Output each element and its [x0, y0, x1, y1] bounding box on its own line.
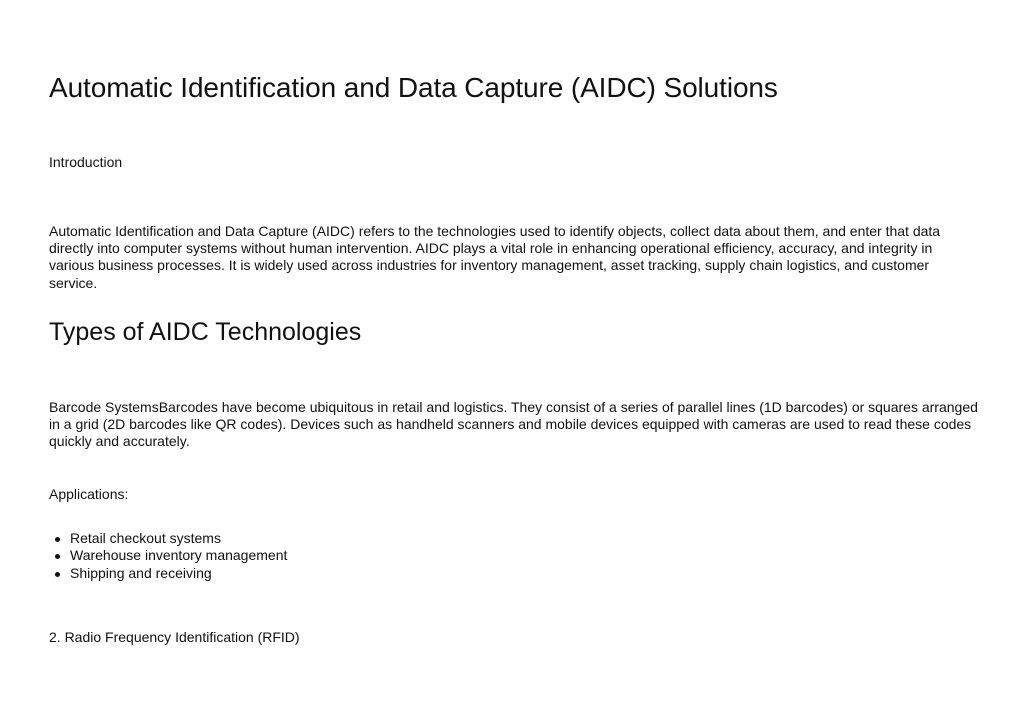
bullet-icon	[55, 537, 60, 542]
list-item	[49, 565, 287, 582]
list-item-text: Warehouse inventory management	[70, 547, 288, 564]
introduction-paragraph: Automatic Identification and Data Capture (AIDC) refers to the technologies used to identify objects, collect data about them, and enter that data directly into computer systems without human intervention. AIDC plays a vital role in enhancing operational efficiency, accuracy, and integrity in various business processes. It is widely used across industries for inventory management, asset tracking, supply chain logistics, and customer service.	[49, 223, 941, 291]
list-item-text: Shipping and receiving	[70, 564, 212, 581]
barcode-paragraph: Barcode SystemsBarcodes have become ubiquitous in retail and logistics. They consist of a series of parallel lines (1D barcodes) or squares arranged in a grid (2D barcodes like QR codes). Devices such as handheld scanners and mobile devices equipped with cameras are used to read these codes quickly and accurately.	[49, 399, 978, 450]
bullet-icon	[55, 572, 60, 577]
applications-label: Applications:	[49, 486, 129, 502]
list-item	[49, 530, 287, 547]
introduction-heading: Introduction	[49, 154, 123, 170]
list-item-text: Retail checkout systems	[70, 530, 221, 546]
bullet-icon	[55, 554, 60, 559]
types-heading: Types of AIDC Technologies	[49, 318, 362, 346]
rfid-heading: 2. Radio Frequency Identification (RFID)	[49, 629, 300, 645]
page-title: Automatic Identification and Data Capture (AIDC) Solutions	[49, 72, 778, 103]
applications-list	[49, 530, 287, 582]
list-item	[49, 547, 287, 564]
